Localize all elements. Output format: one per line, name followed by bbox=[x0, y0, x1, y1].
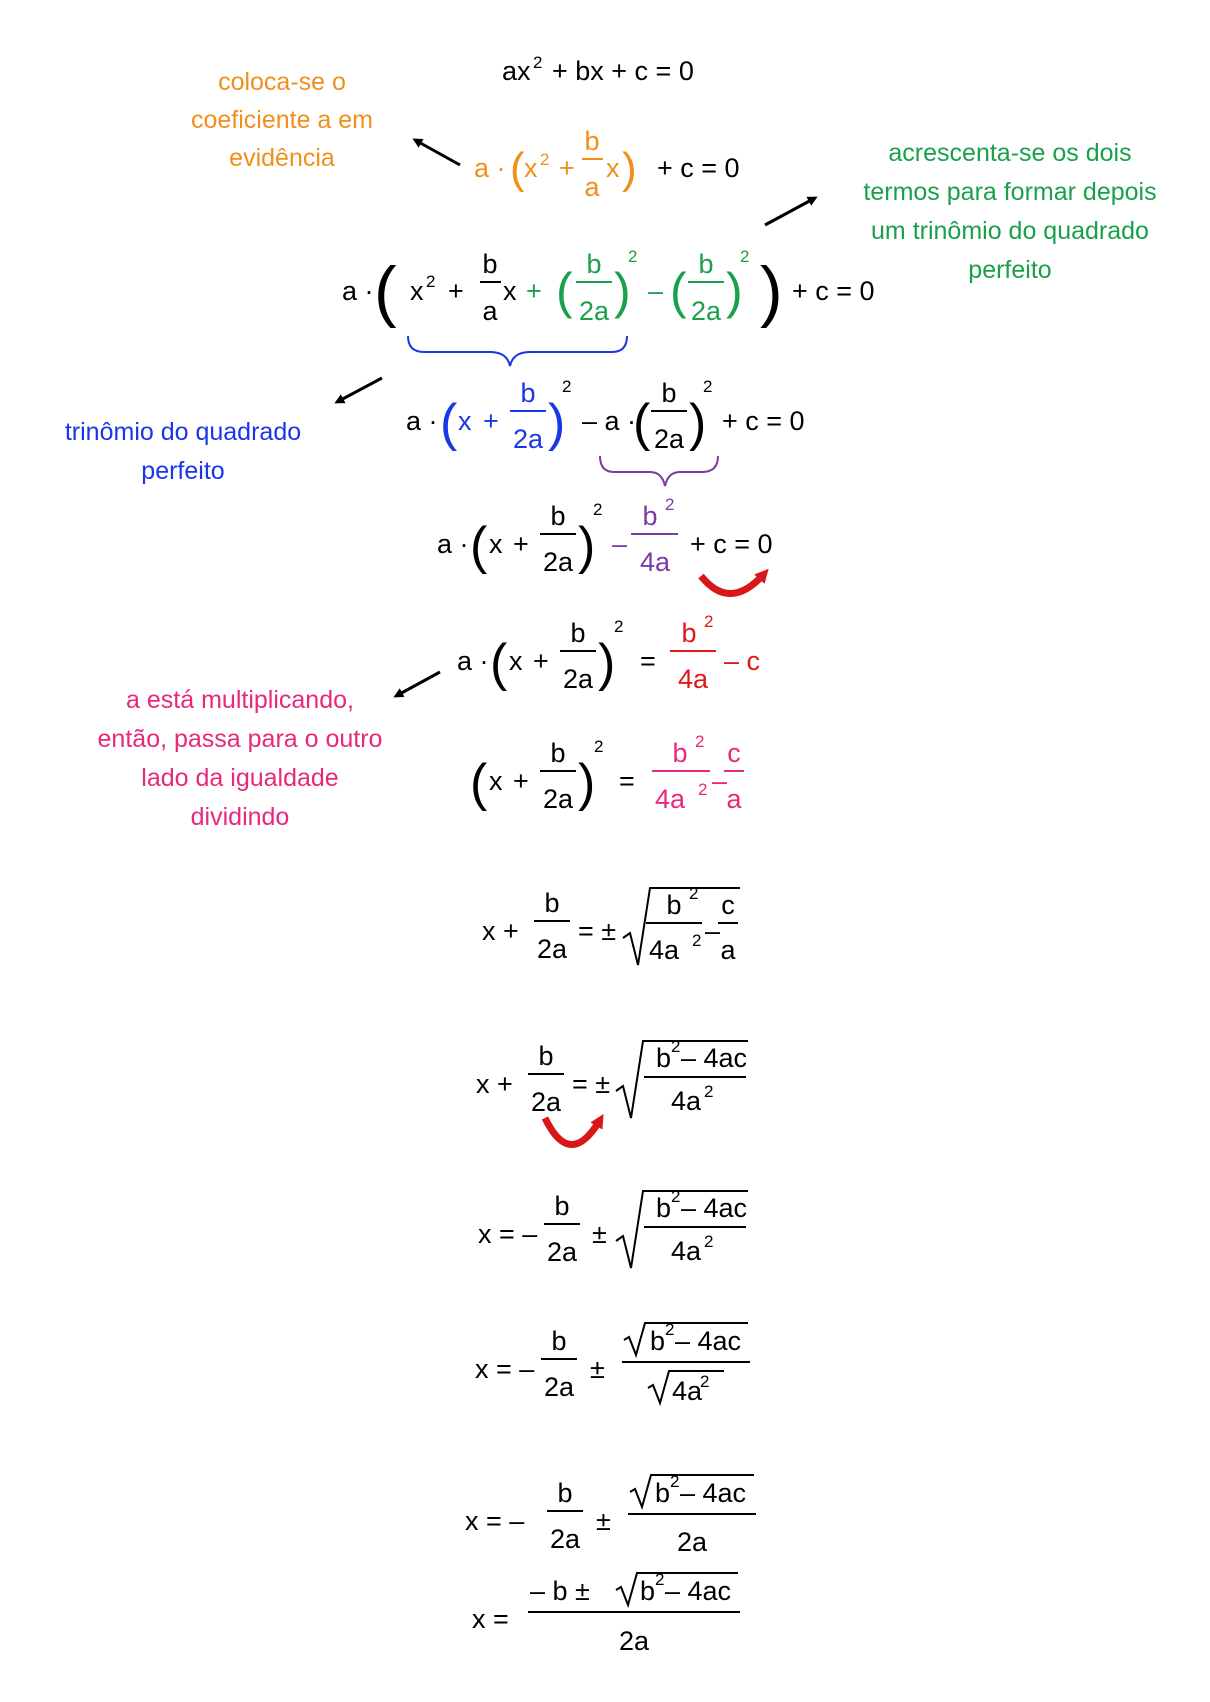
equation-symbol: b bbox=[550, 738, 566, 768]
equation-10 bbox=[478, 1187, 748, 1268]
equation-symbol: x bbox=[489, 766, 503, 796]
equation-symbol: – 4ac bbox=[681, 1193, 748, 1223]
equation-symbol: – 4ac bbox=[675, 1326, 742, 1356]
equation-symbol: x = bbox=[472, 1604, 509, 1634]
equation-symbol: 2 bbox=[671, 1187, 681, 1206]
equation-symbol: – bbox=[712, 766, 728, 796]
arrow-to-blue-note bbox=[337, 378, 382, 402]
equation-9 bbox=[476, 1037, 748, 1118]
equation-12 bbox=[465, 1472, 756, 1557]
equation-symbol: ( bbox=[670, 263, 687, 319]
equation-symbol: 2 bbox=[614, 617, 624, 636]
equation-symbol: 4a bbox=[648, 935, 680, 965]
equation-symbol: = bbox=[619, 766, 635, 796]
equation-symbol: 2a bbox=[542, 547, 574, 577]
equation-symbol: b bbox=[640, 1576, 656, 1606]
equation-symbol: + bx + c = 0 bbox=[552, 56, 694, 86]
equation-symbol: x bbox=[503, 276, 517, 306]
equation-symbol: x = – bbox=[475, 1354, 535, 1384]
equation-symbol: 2a bbox=[546, 1237, 578, 1267]
equation-symbol: 2 bbox=[540, 150, 550, 169]
annotation-pink bbox=[98, 686, 383, 831]
equation-symbol: 2 bbox=[698, 780, 708, 799]
equation-symbol: x + bbox=[476, 1069, 513, 1099]
equation-symbol: x = – bbox=[478, 1219, 538, 1249]
equation-symbol: b bbox=[698, 249, 714, 279]
equation-symbol: + bbox=[526, 276, 542, 306]
equation-symbol: x bbox=[458, 406, 472, 436]
equation-symbol: 2 bbox=[670, 1472, 680, 1491]
equation-symbol: ± bbox=[590, 1354, 605, 1384]
equation-symbol: 2a bbox=[512, 424, 544, 454]
equation-symbol: 4a bbox=[639, 547, 671, 577]
equation-symbol: ( bbox=[556, 263, 573, 319]
equation-symbol: ± bbox=[596, 1506, 611, 1536]
equation-symbol: 2 bbox=[689, 884, 699, 903]
equation-1 bbox=[502, 53, 694, 86]
equation-symbol: x bbox=[410, 276, 424, 306]
annotation-blue-line-2: perfeito bbox=[141, 457, 225, 485]
brace-square-term bbox=[600, 456, 718, 486]
equation-symbol: 4a bbox=[670, 1236, 702, 1266]
equation-symbol: + c = 0 bbox=[722, 406, 805, 436]
equation-symbol: – bbox=[612, 529, 628, 559]
equation-symbol: + c = 0 bbox=[690, 529, 773, 559]
annotation-pink-line-3: lado da igualdade bbox=[141, 764, 339, 792]
equation-symbol: b bbox=[538, 1041, 554, 1071]
equation-symbol: ± bbox=[592, 1219, 607, 1249]
equation-symbol: + bbox=[448, 276, 464, 306]
equation-symbol: 2a bbox=[549, 1524, 581, 1554]
equation-symbol: b bbox=[554, 1191, 570, 1221]
equation-symbol: + bbox=[513, 766, 529, 796]
equation-symbol: 2 bbox=[740, 247, 750, 266]
brace-trinomial bbox=[408, 336, 627, 366]
equation-symbol: x = – bbox=[465, 1506, 525, 1536]
equation-symbol: ax bbox=[502, 56, 531, 86]
equation-symbol: + bbox=[513, 529, 529, 559]
equation-2 bbox=[474, 126, 740, 202]
annotation-blue bbox=[65, 418, 301, 485]
equation-symbol: 4a bbox=[654, 784, 686, 814]
annotation-green-line-4: perfeito bbox=[968, 256, 1052, 284]
annotation-pink-line-1: a está multiplicando, bbox=[126, 686, 354, 714]
equation-symbol: b bbox=[557, 1478, 573, 1508]
equation-symbol: a bbox=[720, 935, 736, 965]
equation-11 bbox=[475, 1320, 750, 1406]
equation-symbol: 4a bbox=[670, 1086, 702, 1116]
equation-symbol: 2 bbox=[593, 500, 603, 519]
annotation-green-line-3: um trinômio do quadrado bbox=[871, 217, 1149, 245]
red-move-arrow-1 bbox=[701, 574, 764, 594]
equation-symbol: 2 bbox=[704, 1232, 714, 1251]
annotation-blue-line-1: trinômio do quadrado bbox=[64, 418, 302, 446]
equation-symbol: 2a bbox=[530, 1087, 562, 1117]
equation-symbol: ( bbox=[470, 517, 488, 575]
equation-symbol: x bbox=[524, 153, 538, 183]
equation-symbol: 2 bbox=[704, 612, 714, 631]
equation-symbol: 2a bbox=[562, 664, 594, 694]
equation-symbol: ) bbox=[689, 394, 707, 452]
equation-symbol: + c = 0 bbox=[657, 153, 740, 183]
equation-symbol: b bbox=[584, 126, 600, 156]
equation-symbol: ) bbox=[578, 517, 596, 575]
equation-symbol: – a · bbox=[582, 406, 637, 436]
annotation-pink-line-2: então, passa para o outro bbox=[97, 725, 383, 753]
equation-symbol: b bbox=[655, 1478, 671, 1508]
equation-symbol: c bbox=[721, 890, 735, 920]
equation-symbol: – c bbox=[724, 646, 761, 676]
equation-symbol: 2 bbox=[533, 53, 543, 72]
equation-symbol: ( bbox=[510, 144, 525, 193]
equation-symbol: b bbox=[656, 1193, 672, 1223]
equation-symbol: ) bbox=[726, 263, 743, 319]
equation-symbol: b bbox=[544, 888, 560, 918]
equation-symbol: ( bbox=[440, 394, 458, 452]
equation-symbol: b bbox=[551, 1326, 567, 1356]
equation-symbol: 2 bbox=[692, 931, 702, 950]
arrow-to-pink-note bbox=[396, 672, 440, 696]
arrow-to-green-note bbox=[765, 198, 815, 225]
equation-symbol: a · bbox=[342, 276, 374, 306]
equation-symbol: b bbox=[650, 1326, 666, 1356]
equation-symbol: ) bbox=[614, 263, 631, 319]
equation-symbol: ( bbox=[633, 394, 651, 452]
equation-symbol: = bbox=[640, 646, 656, 676]
equation-symbol: 4a bbox=[677, 664, 709, 694]
equation-symbol: a · bbox=[437, 529, 469, 559]
equation-symbol: ) bbox=[622, 144, 637, 193]
equation-symbol: 2 bbox=[426, 272, 436, 291]
equation-13 bbox=[472, 1570, 740, 1656]
equation-symbol: – 4ac bbox=[681, 1043, 748, 1073]
equation-symbol: + bbox=[533, 646, 549, 676]
equation-symbol: 2a bbox=[578, 296, 610, 326]
equation-symbol: a bbox=[726, 784, 742, 814]
annotation-pink-line-4: dividindo bbox=[190, 803, 290, 831]
equation-symbol: 4a bbox=[672, 1376, 703, 1406]
equation-symbol: b bbox=[550, 501, 566, 531]
equation-symbol: a · bbox=[474, 153, 506, 183]
equation-symbol: – bbox=[648, 276, 664, 306]
equation-symbol: 2 bbox=[665, 1320, 675, 1339]
equation-symbol: ) bbox=[598, 634, 616, 692]
equation-symbol: 2 bbox=[700, 1372, 710, 1391]
equation-symbol: = ± bbox=[578, 916, 617, 946]
equation-symbol: – b ± bbox=[530, 1576, 590, 1606]
equation-symbol: x + bbox=[482, 916, 519, 946]
annotation-orange-line-2: coeficiente a em bbox=[190, 106, 374, 134]
equation-8 bbox=[482, 884, 740, 965]
equation-symbol: = ± bbox=[572, 1069, 611, 1099]
equation-symbol: b bbox=[642, 501, 658, 531]
equation-symbol: b bbox=[656, 1043, 672, 1073]
equation-symbol: b bbox=[520, 378, 536, 408]
equation-symbol: c bbox=[727, 738, 741, 768]
equation-symbol: ( bbox=[374, 253, 397, 329]
equation-symbol: a bbox=[584, 172, 600, 202]
equation-symbol: a bbox=[482, 296, 498, 326]
equation-symbol: + bbox=[483, 406, 499, 436]
annotation-green-line-1: acrescenta-se os dois bbox=[888, 139, 1132, 167]
equation-symbol: 2 bbox=[562, 377, 572, 396]
annotation-orange bbox=[191, 68, 373, 172]
equation-symbol: 2 bbox=[665, 495, 675, 514]
equation-5 bbox=[437, 495, 773, 577]
equation-symbol: + c = 0 bbox=[792, 276, 875, 306]
equation-symbol: b bbox=[666, 890, 682, 920]
equation-symbol: a · bbox=[457, 646, 489, 676]
equation-symbol: 2 bbox=[655, 1570, 665, 1589]
equation-symbol: ( bbox=[490, 634, 508, 692]
equation-symbol: ( bbox=[470, 754, 488, 812]
equation-symbol: b bbox=[672, 738, 688, 768]
annotation-orange-line-3: evidência bbox=[229, 144, 335, 172]
equation-symbol: + bbox=[559, 153, 575, 183]
equation-symbol: b bbox=[586, 249, 602, 279]
equation-symbol: 2 bbox=[628, 247, 638, 266]
equation-symbol: 2 bbox=[695, 732, 705, 751]
equation-symbol: 2 bbox=[671, 1037, 681, 1056]
annotation-green-line-2: termos para formar depois bbox=[863, 178, 1157, 206]
equation-symbol: 2a bbox=[536, 934, 568, 964]
equation-4 bbox=[406, 377, 805, 454]
equation-symbol: ) bbox=[760, 253, 783, 329]
equation-symbol: b bbox=[570, 618, 586, 648]
equation-symbol: 2a bbox=[676, 1527, 708, 1557]
equation-symbol: ) bbox=[578, 754, 596, 812]
equation-symbol: 2 bbox=[703, 377, 713, 396]
equation-symbol: b bbox=[482, 249, 498, 279]
equation-symbol: ) bbox=[548, 394, 566, 452]
red-move-arrow-2 bbox=[545, 1118, 600, 1145]
equation-symbol: x bbox=[606, 153, 620, 183]
annotation-orange-line-1: coloca-se o bbox=[218, 68, 346, 96]
equation-symbol: x bbox=[509, 646, 523, 676]
equation-symbol: – 4ac bbox=[680, 1478, 747, 1508]
equation-6 bbox=[457, 612, 760, 694]
equation-symbol: 2a bbox=[543, 1372, 575, 1402]
equation-symbol: 2a bbox=[542, 784, 574, 814]
equation-symbol: b bbox=[661, 378, 677, 408]
equation-symbol: 2 bbox=[704, 1082, 714, 1101]
equation-7 bbox=[470, 732, 744, 814]
equation-symbol: – bbox=[705, 916, 721, 946]
equation-symbol: 2 bbox=[594, 737, 604, 756]
equation-3 bbox=[342, 247, 875, 329]
equation-symbol: 2a bbox=[618, 1626, 650, 1656]
arrow-to-orange-note bbox=[415, 140, 460, 165]
equation-symbol: 2a bbox=[690, 296, 722, 326]
equation-symbol: a · bbox=[406, 406, 438, 436]
equation-symbol: x bbox=[489, 529, 503, 559]
equation-symbol: – 4ac bbox=[665, 1576, 732, 1606]
equation-symbol: b bbox=[681, 618, 697, 648]
equation-symbol: 2a bbox=[653, 424, 685, 454]
annotation-green bbox=[863, 139, 1156, 284]
